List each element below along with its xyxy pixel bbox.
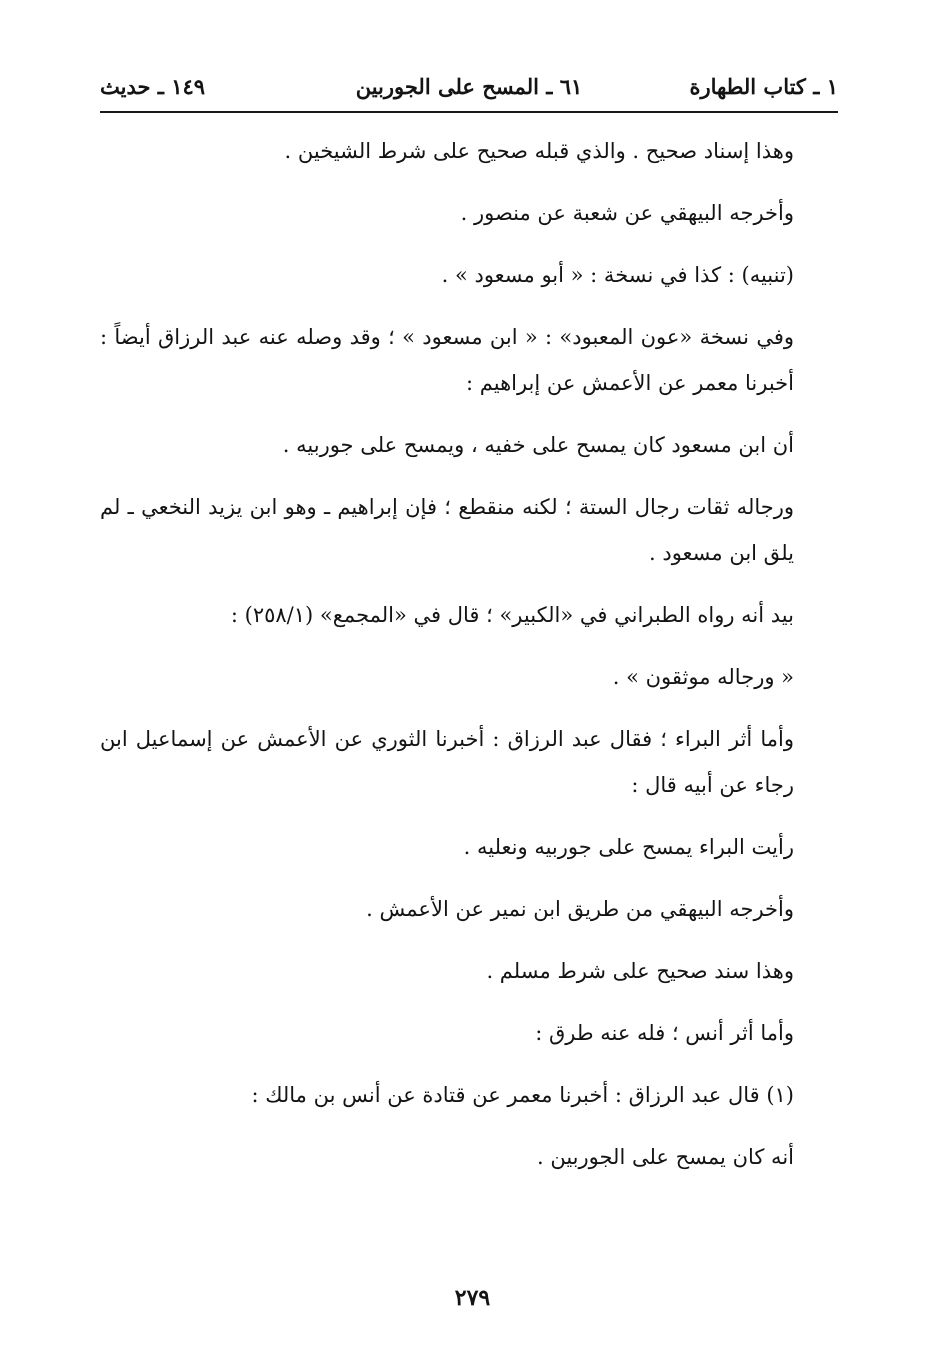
- paragraph: وفي نسخة «عون المعبود» : « ابن مسعود » ؛ وقد وصله عنه عبد الرزاق أيضاً : أخبرنا معمر عن الأعمش عن إبراهيم :: [100, 325, 794, 395]
- page-number: ٢٧٩: [454, 1285, 491, 1311]
- paragraph: وأخرجه البيهقي عن شعبة عن منصور .: [460, 201, 794, 225]
- paragraph: رأيت البراء يمسح على جوربيه ونعليه .: [463, 835, 794, 859]
- page-body: [100, 128, 838, 1196]
- header-rule: [100, 111, 838, 113]
- paragraph: بيد أنه رواه الطبراني في «الكبير» ؛ قال في «المجمع» (٢٥٨/١) :: [230, 603, 794, 627]
- paragraph: « ورجاله موثقون » .: [612, 665, 794, 689]
- header-book-title: ١ ـ كتاب الطهارة: [689, 74, 838, 99]
- paragraph: وهذا سند صحيح على شرط مسلم .: [486, 959, 794, 983]
- paragraph: وأما أثر أنس ؛ فله عنه طرق :: [535, 1021, 794, 1045]
- header-chapter-title: ٦١ ـ المسح على الجوربين: [355, 74, 583, 99]
- running-header: [100, 66, 838, 110]
- paragraph: (تنبيه) : كذا في نسخة : « أبو مسعود » .: [441, 263, 794, 287]
- paragraph: وهذا إسناد صحيح . والذي قبله صحيح على شرط الشيخين .: [284, 139, 794, 163]
- paragraph: ورجاله ثقات رجال الستة ؛ لكنه منقطع ؛ فإن إبراهيم ـ وهو ابن يزيد النخعي ـ لم يلق ابن مسعود .: [100, 495, 794, 565]
- paragraph: وأما أثر البراء ؛ فقال عبد الرزاق : أخبرنا الثوري عن الأعمش عن إسماعيل ابن رجاء عن أبيه قال :: [100, 727, 794, 797]
- paragraph: وأخرجه البيهقي من طريق ابن نمير عن الأعمش .: [366, 897, 794, 921]
- paragraph: (١) قال عبد الرزاق : أخبرنا معمر عن قتادة عن أنس بن مالك :: [251, 1083, 794, 1107]
- header-hadith-number: ١٤٩ ـ حديث: [100, 74, 206, 99]
- paragraph: أنه كان يمسح على الجوربين .: [536, 1145, 794, 1169]
- paragraph: أن ابن مسعود كان يمسح على خفيه ، ويمسح على جوربيه .: [282, 433, 794, 457]
